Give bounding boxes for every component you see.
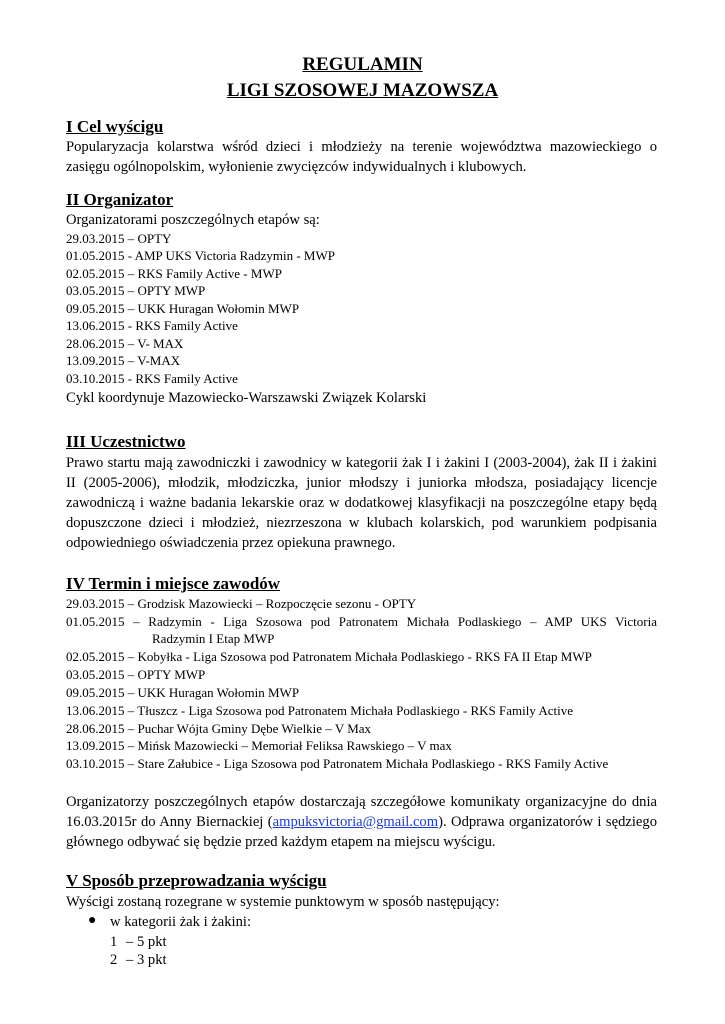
email-link[interactable]: ampuksvictoria@gmail.com xyxy=(272,814,439,830)
organizer-item: 01.05.2015 - AMP UKS Victoria Radzymin - MWP xyxy=(66,248,335,263)
section-3-text-line-1: Prawo startu mają zawodniczki i zawodnicy w kategorii żak I i żakini I (2003-2004), żak II i żakini xyxy=(66,455,657,471)
section-2-heading: II Organizator xyxy=(66,190,174,209)
section-1-text-line-2: zasięgu ogólnopolskim, wyłonienie zwycięzców indywidualnych i klubowych. xyxy=(66,159,527,175)
schedule-item: 29.03.2015 – Grodzisk Mazowiecki – Rozpoczęcie sezonu - OPTY xyxy=(66,596,417,611)
note-text-post: ). Odprawa organizatorów i sędziego xyxy=(438,814,657,830)
schedule-item-line-1: 01.05.2015 – Radzymin - Liga Szosowa pod Patronatem Michała Podlaskiego – AMP UKS Victoria xyxy=(66,614,657,629)
organizer-item: 13.06.2015 - RKS Family Active xyxy=(66,318,238,333)
section-3-text-line-5: odpowiedniego oświadczenia przez opiekuna prawnego. xyxy=(66,535,396,551)
section-3-text-line-2: II (2005-2006), młodzik, młodziczka, junior młodszy i juniorka młodsza, posiadający licencje xyxy=(66,475,657,491)
section-2-footer: Cykl koordynuje Mazowiecko-Warszawski Związek Kolarski xyxy=(66,390,427,406)
section-3-heading: III Uczestnictwo xyxy=(66,432,186,451)
section-4-note-line-2 xyxy=(66,812,657,832)
schedule-item: 13.06.2015 – Tłuszcz - Liga Szosowa pod Patronatem Michała Podlaskiego - RKS Family Active xyxy=(66,703,574,718)
points-place: 2 xyxy=(110,952,118,968)
bullet-icon: ● xyxy=(88,913,97,928)
section-4-note-line-1: Organizatorzy poszczególnych etapów dostarczają szczegółowe komunikaty organizacyjne do dnia xyxy=(66,794,657,810)
schedule-item xyxy=(66,613,657,647)
organizer-item: 03.05.2015 – OPTY MWP xyxy=(66,283,206,298)
section-5-heading: V Sposób przeprowadzania wyścigu xyxy=(66,871,327,890)
organizer-item: 13.09.2015 – V-MAX xyxy=(66,353,181,368)
organizer-item: 02.05.2015 – RKS Family Active - MWP xyxy=(66,266,282,281)
organizer-item: 28.06.2015 – V- MAX xyxy=(66,336,184,351)
section-4-heading: IV Termin i miejsce zawodów xyxy=(66,574,281,593)
schedule-item-line-2: Radzymin I Etap MWP xyxy=(152,631,275,646)
note-text-pre: 16.03.2015r do Anny Biernackiej ( xyxy=(66,814,273,830)
organizer-item: 03.10.2015 - RKS Family Active xyxy=(66,371,238,386)
schedule-item: 03.10.2015 – Stare Załubice - Liga Szosowa pod Patronatem Michała Podlaskiego - RKS Family Active xyxy=(66,756,609,771)
schedule-item: 09.05.2015 – UKK Huragan Wołomin MWP xyxy=(66,685,300,700)
organizer-item: 29.03.2015 – OPTY xyxy=(66,231,172,246)
section-4-note-line-3: głównego odbywać się będzie przed każdym etapem na miejscu wyścigu. xyxy=(66,834,496,850)
points-value: – 5 pkt xyxy=(126,934,167,950)
schedule-item: 13.09.2015 – Mińsk Mazowiecki – Memoriał Feliksa Rawskiego – V max xyxy=(66,738,452,753)
bullet-item: w kategorii żak i żakini: xyxy=(110,914,252,930)
schedule-item: 02.05.2015 – Kobyłka - Liga Szosowa pod Patronatem Michała Podlaskiego - RKS FA II Etap MWP xyxy=(66,649,592,664)
document-title-line-1: REGULAMIN xyxy=(302,54,423,75)
schedule-item: 28.06.2015 – Puchar Wójta Gminy Dębe Wielkie – V Max xyxy=(66,721,372,736)
organizer-item: 09.05.2015 – UKK Huragan Wołomin MWP xyxy=(66,301,300,316)
section-3-text-line-4: dopuszczone dzieci i młodzież, niezrzeszona w klubach kolarskich, pod warunkiem podpisania xyxy=(66,515,657,531)
points-value: – 3 pkt xyxy=(126,952,167,968)
document-title-line-2: LIGI SZOSOWEJ MAZOWSZA xyxy=(226,80,499,101)
schedule-item: 03.05.2015 – OPTY MWP xyxy=(66,667,206,682)
section-5-intro: Wyścigi zostaną rozegrane w systemie punktowym w sposób następujący: xyxy=(66,894,500,910)
section-2-intro: Organizatorami poszczególnych etapów są: xyxy=(66,212,320,228)
section-1-heading: I Cel wyścigu xyxy=(66,117,164,136)
section-1-text-line-1: Popularyzacja kolarstwa wśród dzieci i młodzieży na terenie województwa mazowieckiego o xyxy=(66,139,657,155)
points-place: 1 xyxy=(110,934,118,950)
section-3-text-line-3: zawodniczą i ważne badania lekarskie oraz w dodatkowej klasyfikacji na poszczególne etapy będą xyxy=(66,495,657,511)
